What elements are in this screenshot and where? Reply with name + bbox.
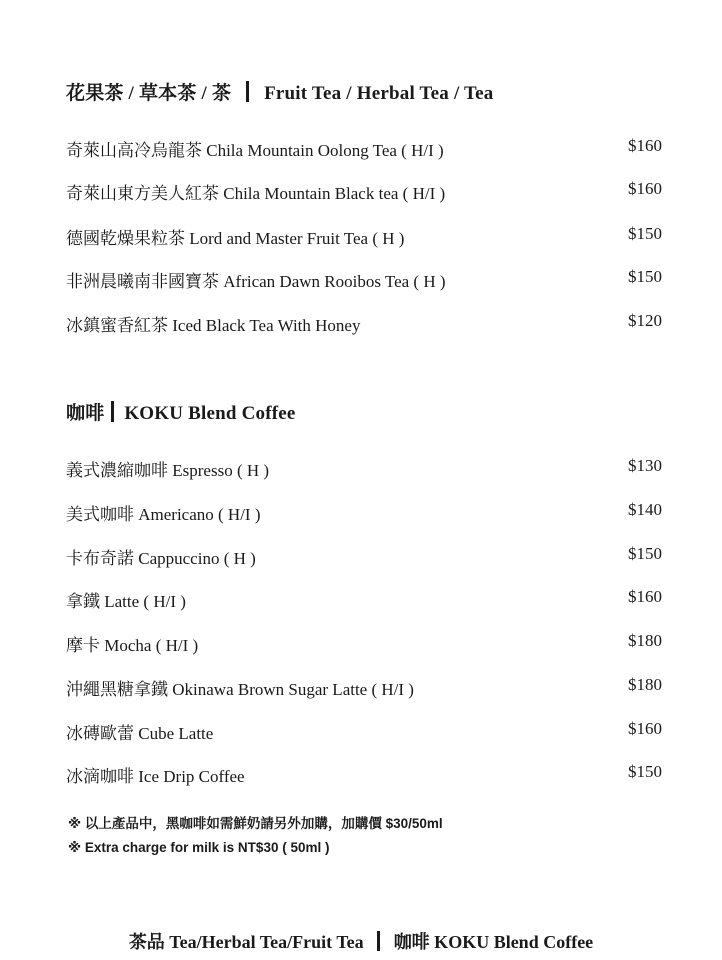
- menu-item: [66, 500, 662, 524]
- tea-section-title-zh: 花果茶 / 草本茶 / 茶: [66, 83, 232, 104]
- coffee-section-title-en: KOKU Blend Coffee: [124, 403, 296, 424]
- coffee-section-title: [66, 398, 296, 425]
- menu-item-price: $120: [628, 311, 662, 330]
- menu-item-name: 冰鎮蜜香紅茶 Iced Black Tea With Honey: [66, 316, 361, 335]
- menu-item-price: $160: [628, 719, 662, 738]
- menu-item-name: 摩卡 Mocha ( H/I ): [66, 636, 199, 655]
- menu-item-name: 美式咖啡 Americano ( H/I ): [66, 505, 261, 524]
- menu-item-price: $130: [628, 456, 662, 475]
- tea-section-title-en: Fruit Tea / Herbal Tea / Tea: [264, 83, 494, 104]
- menu-item: [66, 631, 662, 655]
- menu-item-name: 德國乾燥果粒茶 Lord and Master Fruit Tea ( H ): [66, 229, 405, 248]
- menu-item: [66, 179, 662, 203]
- menu-item-price: $160: [628, 179, 662, 198]
- footer-divider: [377, 931, 380, 951]
- menu-item: [66, 675, 662, 699]
- milk-charge-notes: [68, 812, 443, 860]
- menu-item-name: 拿鐵 Latte ( H/I ): [66, 592, 186, 611]
- coffee-section-title-zh: 咖啡: [66, 403, 105, 424]
- menu-item-name: 冰滴咖啡 Ice Drip Coffee: [66, 767, 245, 786]
- footer-caption: [0, 928, 722, 954]
- menu-item-price: $160: [628, 136, 662, 155]
- menu-item: [66, 719, 662, 743]
- menu-item-name: 卡布奇諾 Cappuccino ( H ): [66, 549, 256, 568]
- menu-item-name: 沖繩黑糖拿鐵 Okinawa Brown Sugar Latte ( H/I ): [66, 680, 414, 699]
- menu-item: [66, 224, 662, 248]
- menu-item: [66, 267, 662, 291]
- menu-item-price: $140: [628, 500, 662, 519]
- menu-item-name: 義式濃縮咖啡 Espresso ( H ): [66, 461, 270, 480]
- menu-item-price: $180: [628, 675, 662, 694]
- menu-item-price: $180: [628, 631, 662, 650]
- menu-item: [66, 456, 662, 480]
- menu-item-price: $150: [628, 544, 662, 563]
- footer-tea-label: 茶品 Tea/Herbal Tea/Fruit Tea: [128, 932, 364, 952]
- menu-item-price: $160: [628, 587, 662, 606]
- menu-item: [66, 762, 662, 786]
- title-divider: [246, 81, 249, 102]
- menu-item: [66, 587, 662, 611]
- menu-item-price: $150: [628, 224, 662, 243]
- menu-item-name: 奇萊山東方美人紅茶 Chila Mountain Black tea ( H/I ): [66, 184, 446, 203]
- menu-item: [66, 311, 662, 335]
- tea-section-title: [66, 78, 494, 105]
- menu-item: [66, 136, 662, 160]
- menu-item-price: $150: [628, 762, 662, 781]
- title-divider: [111, 401, 114, 422]
- footer-coffee-label: 咖啡 KOKU Blend Coffee: [393, 932, 594, 952]
- note-zh: ※ 以上產品中，黑咖啡如需鮮奶請另外加購，加購價 $30/50ml: [68, 816, 443, 831]
- menu-item-price: $150: [628, 267, 662, 286]
- menu-item-name: 冰磚歐蕾 Cube Latte: [66, 724, 214, 743]
- menu-item: [66, 544, 662, 568]
- menu-item-name: 非洲晨曦南非國寶茶 African Dawn Rooibos Tea ( H ): [66, 272, 446, 291]
- menu-item-name: 奇萊山高冷烏龍茶 Chila Mountain Oolong Tea ( H/I ): [66, 141, 444, 160]
- note-en: ※ Extra charge for milk is NT$30 ( 50ml ): [68, 840, 330, 855]
